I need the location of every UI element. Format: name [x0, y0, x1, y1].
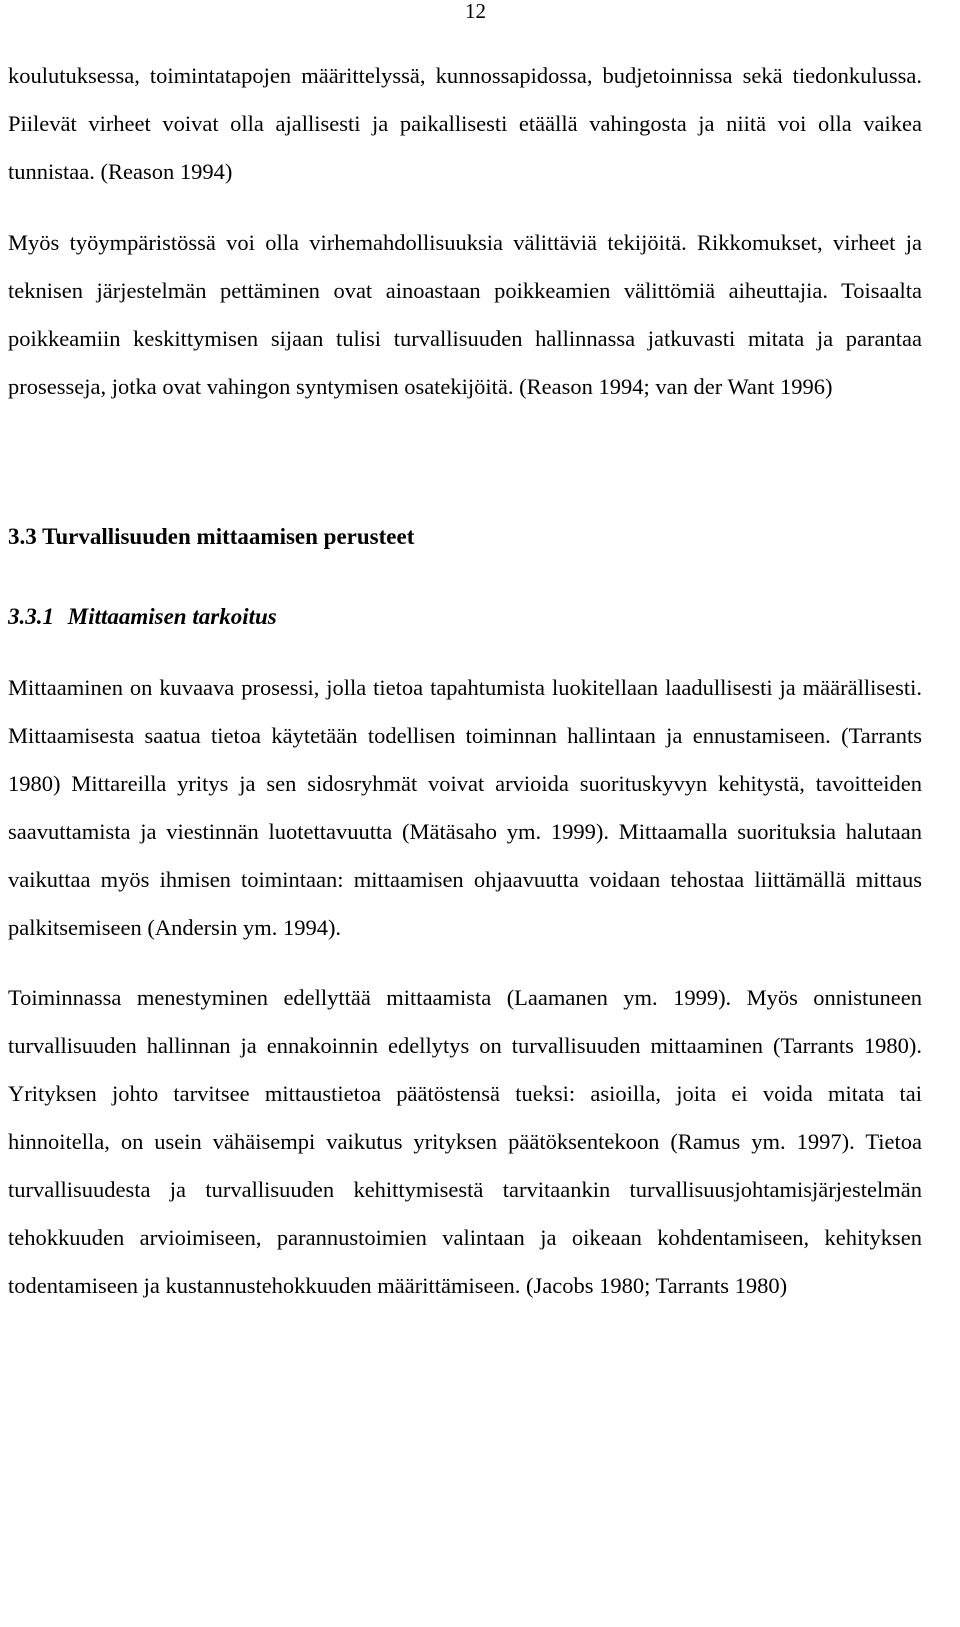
paragraph-measurement-purpose: Mittaaminen on kuvaava prosessi, jolla tietoa tapahtumista luokitellaan laadullisesti ja määrällisesti. Mittaamisesta saatua tietoa käytetään todellisen toiminnan hallintaan ja ennustamiseen. (Tarrants 1980) Mittareilla yritys ja sen sidosryhmät voivat arvioida suorituskyvyn kehitystä, tavoitteiden saavuttamista ja viestinnän luotettavuutta (Mätäsaho ym. 1999). Mittaamalla suorituksia halutaan vaikuttaa myös ihmisen toimintaan: mittaamisen ohjaavuutta voidaan tehostaa liittämällä mittaus palkitsemiseen (Andersin ym. 1994). [8, 675, 922, 940]
subsection-heading [8, 593, 922, 641]
paragraph-latent-errors: koulutuksessa, toimintatapojen määrittelyssä, kunnossapidossa, budjetoinnissa sekä tiedonkulussa. Piilevät virheet voivat olla ajallisesti ja paikallisesti etäällä vahingosta ja niitä voi olla vaikea tunnistaa. (Reason 1994) [8, 63, 922, 184]
section-heading: 3.3 Turvallisuuden mittaamisen perusteet [8, 524, 415, 549]
subsection-number: 3.3.1 [8, 604, 54, 629]
page-number: 12 [465, 0, 486, 23]
subsection-title: Mittaamisen tarkoitus [67, 604, 277, 629]
document-body [8, 52, 922, 1310]
paragraph-work-environment: Myös työympäristössä voi olla virhemahdollisuuksia välittäviä tekijöitä. Rikkomukset, virheet ja teknisen järjestelmän pettäminen ovat ainoastaan poikkeamien välittömiä aiheuttajia. Toisaalta poikkeamiin keskittymisen sijaan tulisi turvallisuuden hallinnassa jatkuvasti mitata ja parantaa prosesseja, jotka ovat vahingon syntymisen osatekijöitä. (Reason 1994; van der Want 1996) [8, 230, 922, 399]
paragraph-measurement-success: Toiminnassa menestyminen edellyttää mittaamista (Laamanen ym. 1999). Myös onnistuneen turvallisuuden hallinnan ja ennakoinnin edellytys on turvallisuuden mittaaminen (Tarrants 1980). Yrityksen johto tarvitsee mittaustietoa päätöstensä tueksi: asioilla, joita ei voida mitata tai hinnoitella, on usein vähäisempi vaikutus yrityksen päätöksentekoon (Ramus ym. 1997). Tietoa turvallisuudesta ja turvallisuuden kehittymisestä tarvitaankin turvallisuusjohtamisjärjestelmän tehokkuuden arvioimiseen, parannustoimien valintaan ja oikeaan kohdentamiseen, kehityksen todentamiseen ja kustannustehokkuuden määrittämiseen. (Jacobs 1980; Tarrants 1980) [8, 985, 922, 1298]
